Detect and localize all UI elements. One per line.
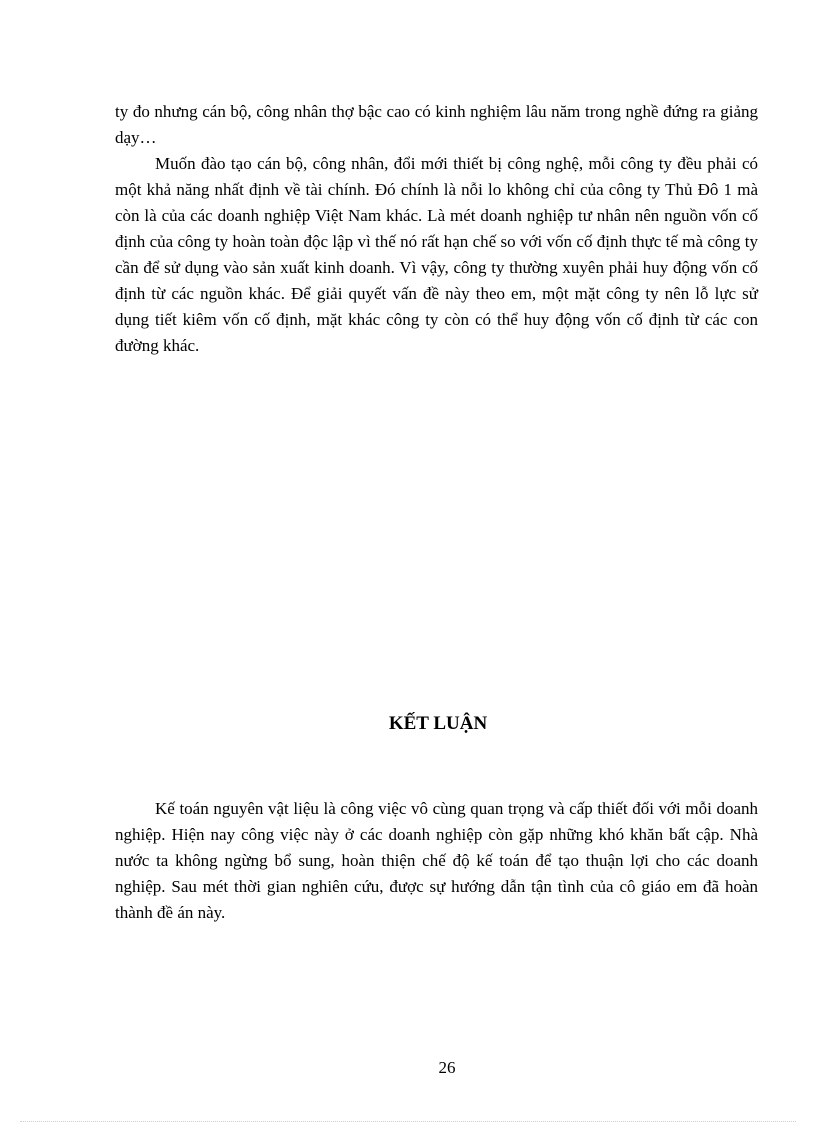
body-text-conclusion [115, 796, 758, 926]
body-text-top [115, 99, 758, 359]
paragraph-conclusion: Kế toán nguyên vật liệu là công việc vô cùng quan trọng và cấp thiết đối với mỗi doanh nghiệp. Hiện nay công việc này ở các doanh nghiệp còn gặp những khó khăn bất cập. Nhà nước ta không ngừng bổ sung, hoàn thiện chế độ kế toán để tạo thuận lợi cho các doanh nghiệp. Sau mét thời gian nghiên cứu, được sự hướng dẫn tận tình của cô giáo em đã hoàn thành đề án này. [115, 799, 758, 922]
page-bottom-divider [20, 1121, 796, 1122]
paragraph-finance: Muốn đào tạo cán bộ, công nhân, đổi mới thiết bị công nghệ, mỗi công ty đều phải có một khả năng nhất định về tài chính. Đó chính là nỗi lo không chỉ của công ty Thủ Đô 1 mà còn là của các doanh nghiệp Việt Nam khác. Là mét doanh nghiệp tư nhân nên nguồn vốn cố định của công ty hoàn toàn độc lập vì thế nó rất hạn chế so với vốn cố định thực tế mà công ty cần để sử dụng vào sản xuất kinh doanh. Vì vậy, công ty thường xuyên phải huy động vốn cố định từ các nguồn khác. Để giải quyết vấn đề này theo em, một mặt công ty nên lỗ lực sử dụng tiết kiêm vốn cố định, mặt khác công ty còn có thể huy động vốn cố định từ các con đường khác. [115, 154, 758, 355]
paragraph-continuation: ty đo nhưng cán bộ, công nhân thợ bậc cao có kinh nghiệm lâu năm trong nghề đứng ra giảng dạy… [115, 102, 758, 147]
page-number: 26 [438, 1058, 456, 1077]
section-heading: KẾT LUẬN [388, 713, 488, 734]
